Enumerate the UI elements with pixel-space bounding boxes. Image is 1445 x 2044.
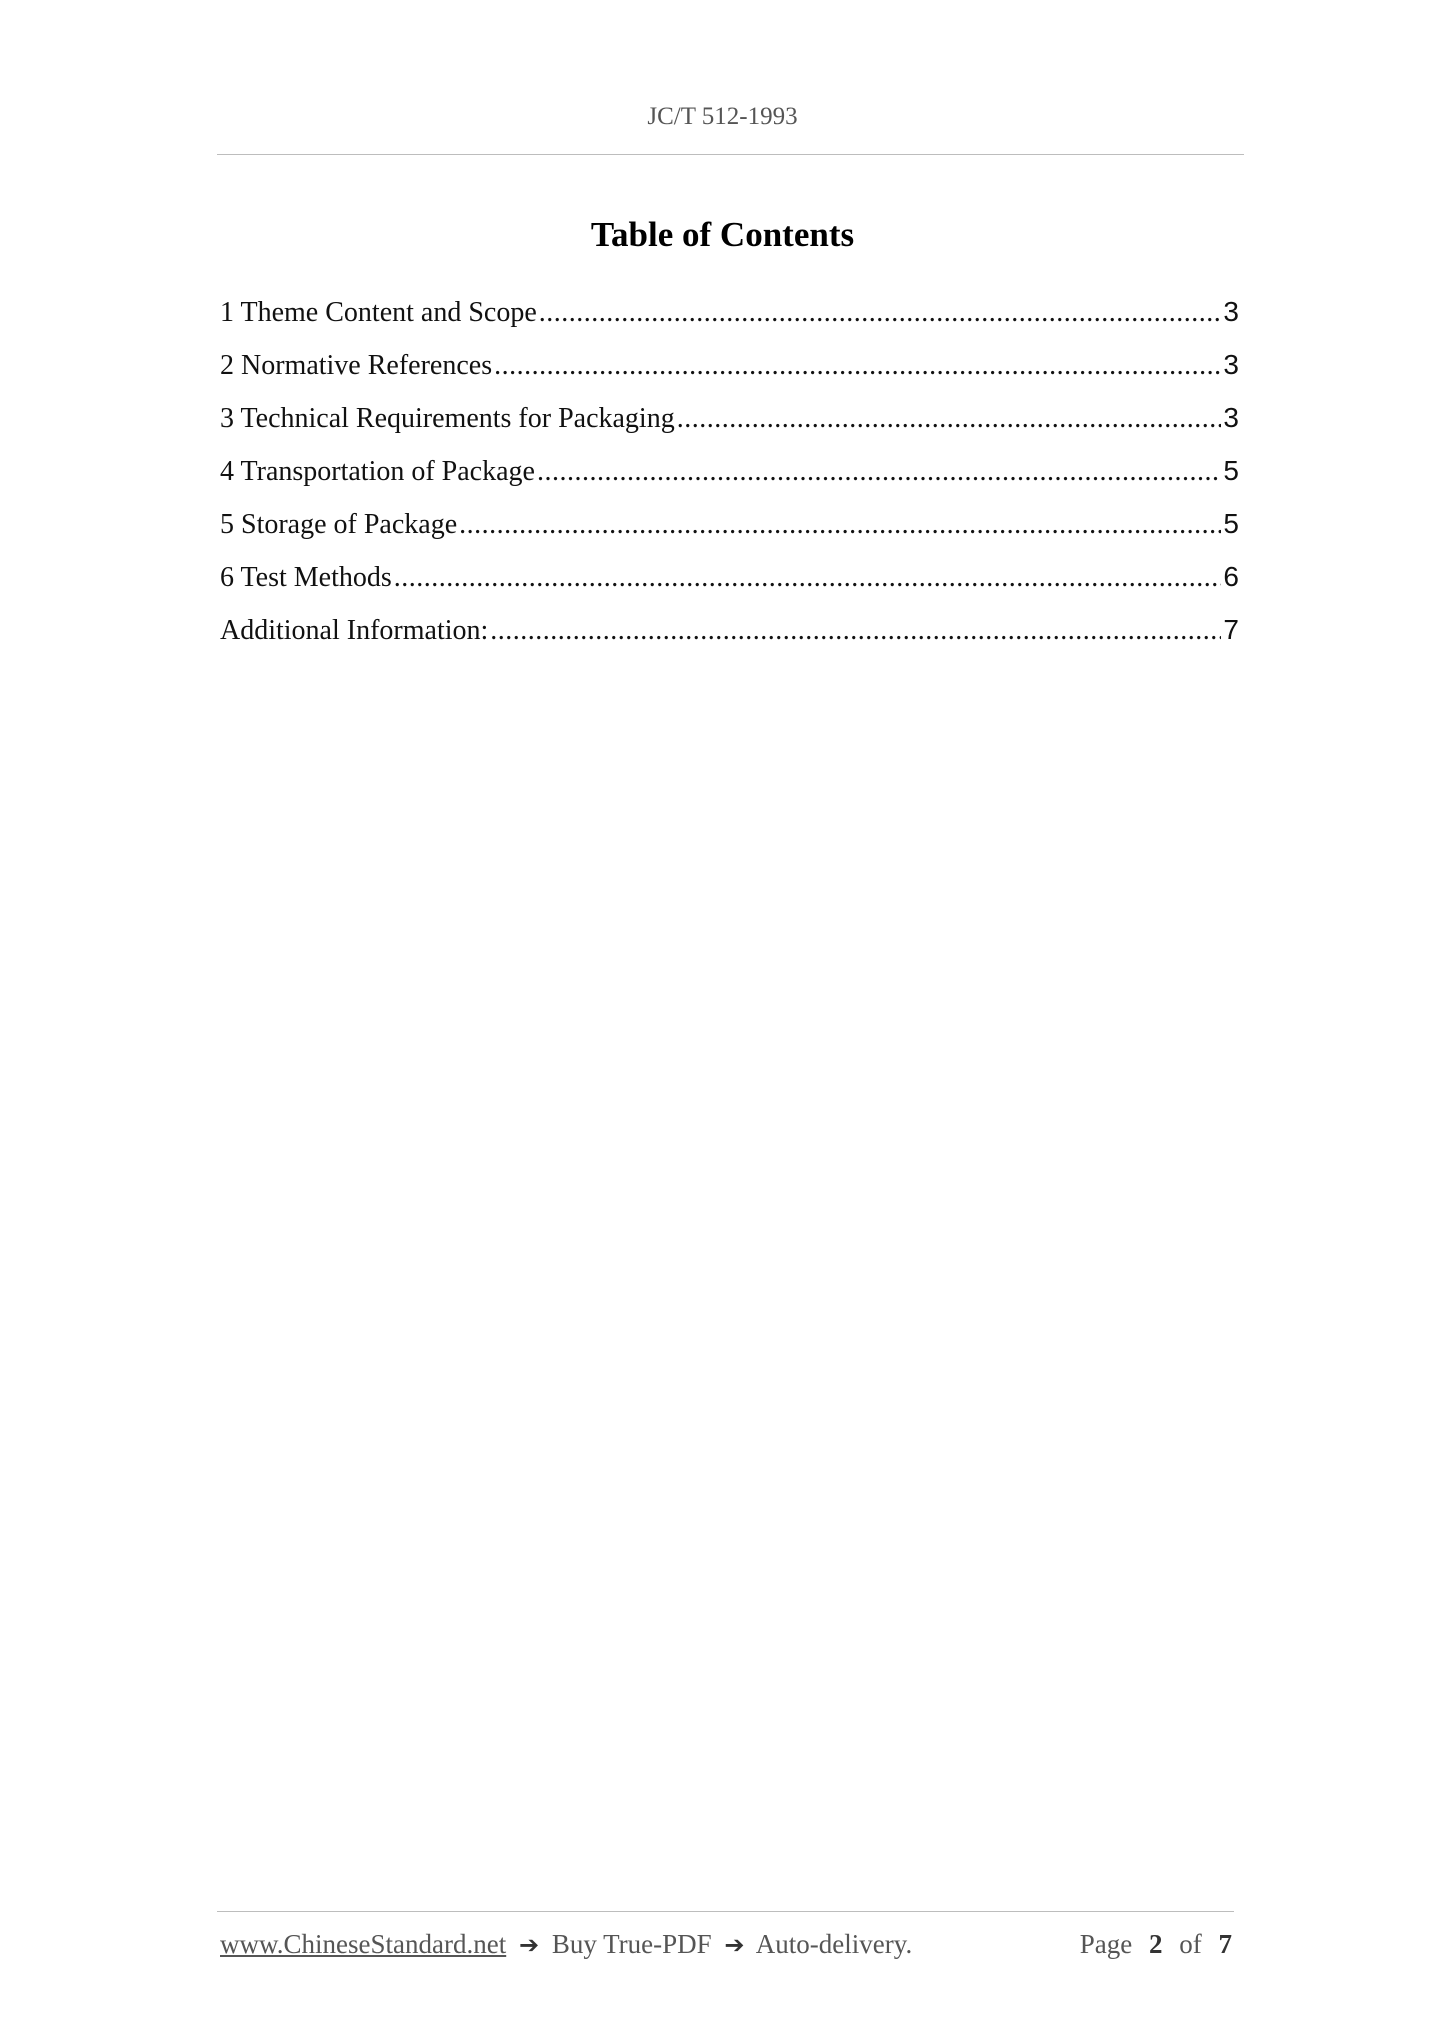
total-pages-number: 7 <box>1218 1929 1232 1959</box>
toc-title: Table of Contents <box>590 215 855 254</box>
dot-leader <box>677 397 1222 441</box>
toc-entry-label: 4 Transportation of Package <box>220 456 535 487</box>
delivery-text: Auto-delivery. <box>755 1929 913 1959</box>
right-arrow-icon: ➔ <box>518 1931 540 1959</box>
toc-entry-label: 1 Theme Content and Scope <box>220 297 537 328</box>
toc-entry-page-number: 7 <box>1223 614 1239 645</box>
right-arrow-icon: ➔ <box>724 1931 745 1959</box>
toc-entry-label: Additional Information: <box>220 615 489 646</box>
toc-entry-page-number: 3 <box>1223 402 1239 433</box>
page-counter <box>1080 1929 1232 1960</box>
toc-list <box>220 290 1239 661</box>
page-footer <box>220 1929 1232 1960</box>
of-word: of <box>1179 1929 1202 1959</box>
dot-leader <box>494 344 1221 388</box>
toc-entry-label: 5 Storage of Package <box>220 509 458 540</box>
toc-entry-technical-requirements[interactable] <box>220 396 1239 449</box>
footer-divider <box>217 1911 1234 1912</box>
page-word: Page <box>1079 1929 1133 1959</box>
toc-entry-label: 2 Normative References <box>220 350 493 381</box>
dot-leader <box>537 450 1221 494</box>
toc-entry-transportation-of-package[interactable] <box>220 449 1239 502</box>
toc-entry-page-number: 3 <box>1223 349 1239 380</box>
running-header: JC/T 512-1993 <box>647 103 798 130</box>
toc-entry-storage-of-package[interactable] <box>220 502 1239 555</box>
footer-promo <box>220 1929 912 1960</box>
toc-entry-page-number: 5 <box>1223 455 1239 486</box>
toc-entry-normative-references[interactable] <box>220 343 1239 396</box>
site-link[interactable]: www.ChineseStandard.net <box>220 1929 507 1959</box>
buy-text: Buy True-PDF <box>551 1929 712 1959</box>
current-page-number: 2 <box>1149 1929 1163 1959</box>
toc-entry-page-number: 5 <box>1223 508 1239 539</box>
toc-entry-additional-information[interactable] <box>220 608 1239 661</box>
dot-leader <box>490 609 1221 653</box>
toc-entry-label: 3 Technical Requirements for Packaging <box>220 403 675 434</box>
toc-entry-page-number: 3 <box>1223 296 1239 327</box>
toc-entry-page-number: 6 <box>1223 561 1239 592</box>
toc-entry-theme-content-and-scope[interactable] <box>220 290 1239 343</box>
dot-leader <box>394 556 1222 600</box>
toc-entry-test-methods[interactable] <box>220 555 1239 608</box>
dot-leader <box>539 291 1222 335</box>
header-divider <box>217 154 1244 155</box>
toc-entry-label: 6 Test Methods <box>220 562 392 593</box>
dot-leader <box>459 503 1221 547</box>
